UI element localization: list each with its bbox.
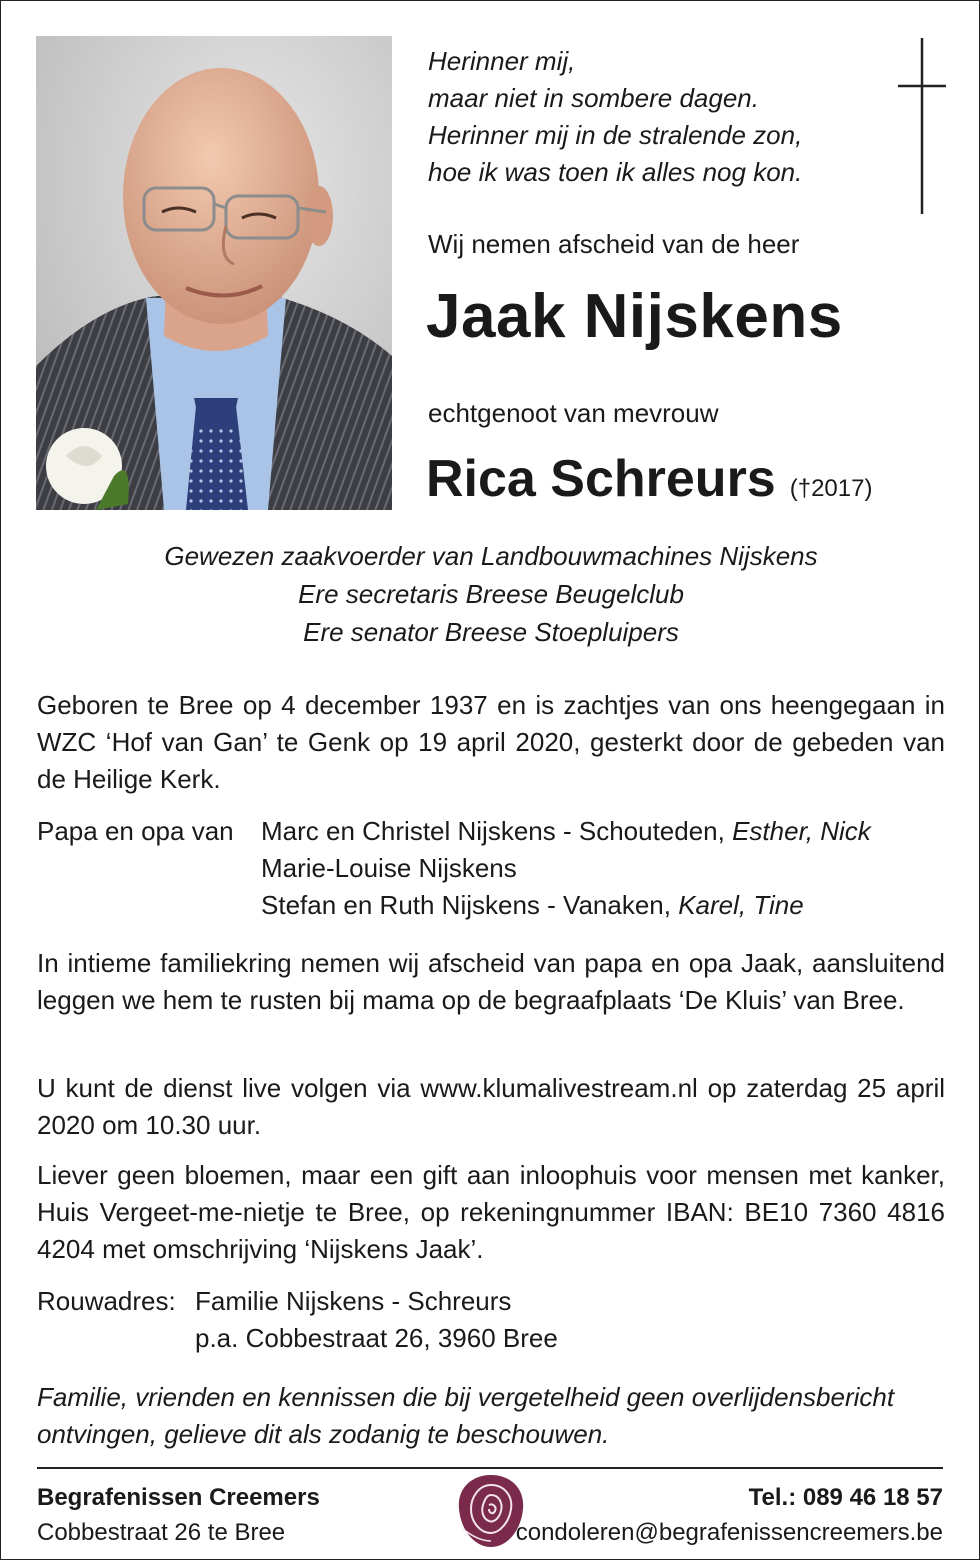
spouse-death-year: (†2017)	[789, 475, 873, 502]
address-line: Familie Nijskens - Schreurs	[195, 1286, 512, 1316]
address-lines	[195, 1283, 558, 1357]
note-line: ontvingen, gelieve dit als zodanig te beschouwen.	[37, 1419, 610, 1449]
poem	[428, 43, 802, 191]
grandchildren: Karel, Tine	[678, 890, 804, 920]
family-names: Marc en Christel Nijskens - Schouteden,	[261, 816, 733, 846]
note-line: Familie, vrienden en kennissen die bij vergetelheid geen overlijdensbericht	[37, 1382, 895, 1412]
family-names: Marie-Louise Nijskens	[261, 853, 517, 883]
farewell-paragraph: In intieme familiekring nemen wij afscheid van papa en opa Jaak, aansluitend leggen we hem te rusten bij mama op de begraafplaats ‘De Kluis’ van Bree.	[37, 948, 945, 1015]
cross-icon	[898, 38, 946, 214]
phone-number: Tel.: 089 46 18 57	[748, 1484, 943, 1511]
spouse-intro-text: echtgenoot van mevrouw	[428, 398, 719, 428]
poem-line: Herinner mij,	[428, 46, 576, 76]
poem-line: maar niet in sombere dagen.	[428, 83, 759, 113]
family-row	[261, 850, 871, 887]
closing-note	[37, 1379, 894, 1453]
deceased-name: Jaak Nijskens	[426, 282, 843, 351]
email-address: condoleren@begrafenissencreemers.be	[515, 1519, 943, 1546]
birth-paragraph: Geboren te Bree op 4 december 1937 en is zachtjes van ons heengegaan in WZC ‘Hof van Gan’ te Genk op 19 april 2020, gesterkt door de gebeden van de Heilige Kerk.	[37, 690, 945, 794]
address-label: Rouwadres:	[37, 1286, 176, 1316]
intro-text: Wij nemen afscheid van de heer	[428, 229, 800, 259]
grandchildren: Esther, Nick	[732, 816, 871, 846]
spouse-name: Rica Schreurs	[426, 450, 776, 508]
footer-left	[37, 1480, 320, 1550]
family-label: Papa en opa van	[37, 816, 234, 846]
address-line: p.a. Cobbestraat 26, 3960 Bree	[195, 1323, 558, 1353]
poem-line: hoe ik was toen ik alles nog kon.	[428, 157, 803, 187]
title-line: Ere secretaris Breese Beugelclub	[298, 579, 684, 609]
honorary-titles	[1, 537, 980, 651]
spouse-block	[426, 449, 872, 509]
family-row	[261, 813, 871, 850]
portrait-illustration	[36, 36, 392, 510]
livestream-paragraph: U kunt de dienst live volgen via www.klumalivestream.nl op zaterdag 25 april 2020 om 10.30 uur.	[37, 1073, 945, 1140]
family-rows	[261, 813, 871, 924]
family-names: Stefan en Ruth Nijskens - Vanaken,	[261, 890, 679, 920]
footer-divider	[37, 1467, 943, 1469]
donation-paragraph: Liever geen bloemen, maar een gift aan inloophuis voor mensen met kanker, Huis Vergeet-me-nietje te Bree, op rekeningnummer IBAN: BE10 7360 4816 4204 met omschrijving ‘Nijskens Jaak’.	[37, 1160, 945, 1264]
funeral-company-name: Begrafenissen Creemers	[37, 1484, 320, 1511]
title-line: Gewezen zaakvoerder van Landbouwmachines Nijskens	[164, 541, 818, 571]
funeral-company-address: Cobbestraat 26 te Bree	[37, 1519, 286, 1546]
poem-line: Herinner mij in de stralende zon,	[428, 120, 803, 150]
portrait-photo	[36, 36, 392, 510]
title-line: Ere senator Breese Stoepluipers	[303, 617, 679, 647]
family-row	[261, 887, 871, 924]
footer-right	[516, 1480, 943, 1550]
